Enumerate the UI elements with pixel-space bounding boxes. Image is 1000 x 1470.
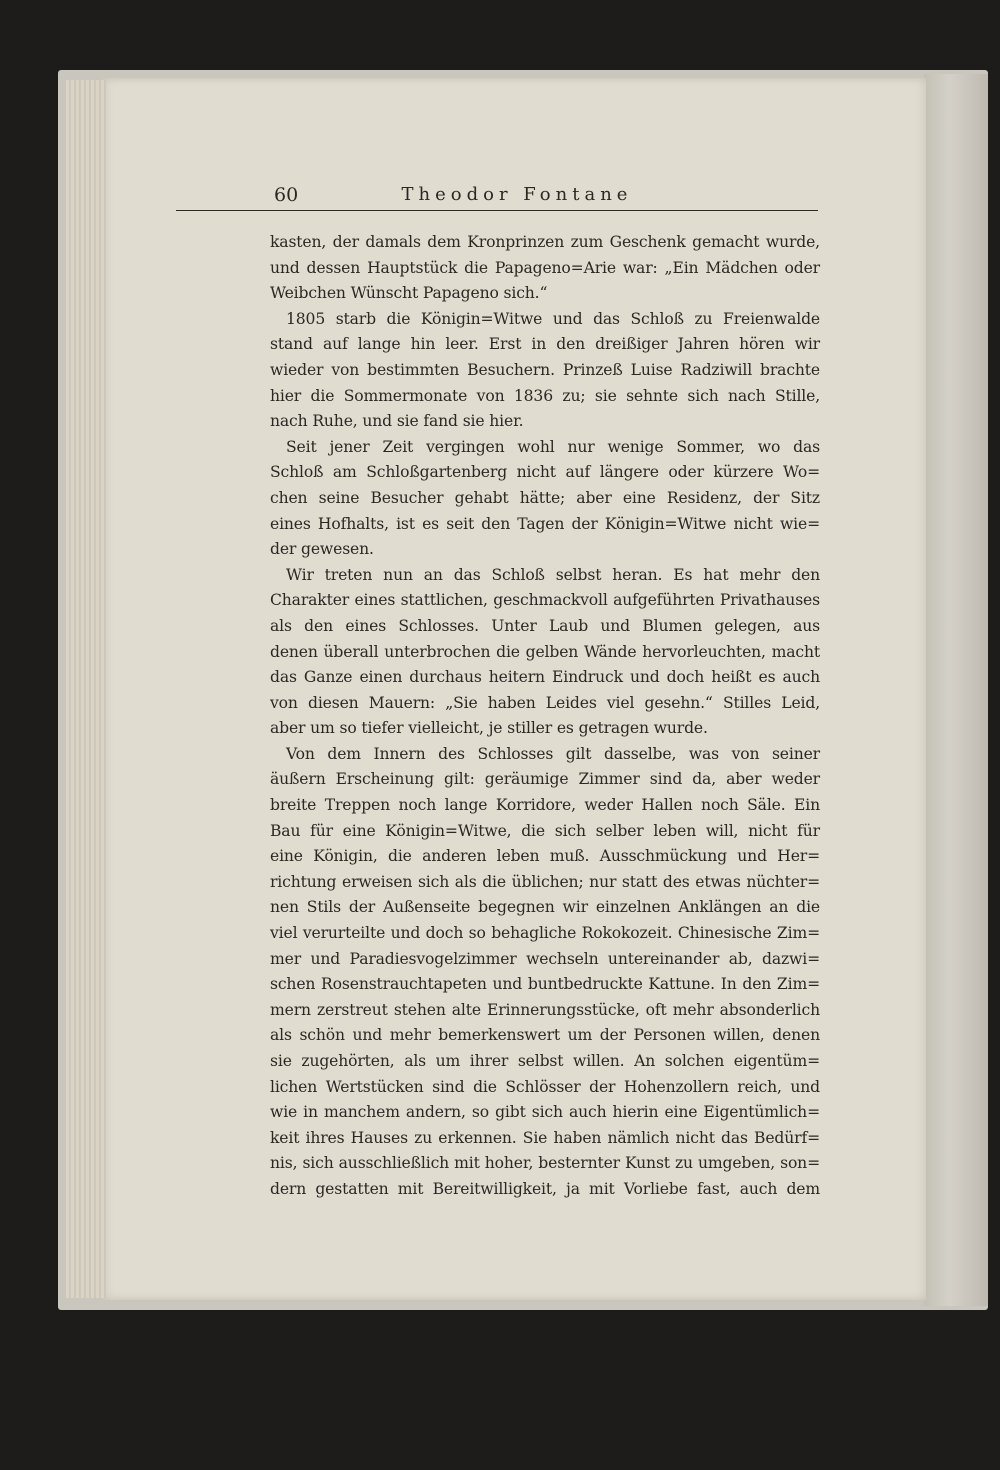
text-line: kasten, der damals dem Kronprinzen zum Geschenk gemacht wurde, [270,233,820,251]
text-line: schen Rosenstrauchtapeten und buntbedruckte Kattune. In den Zim= [270,975,820,994]
body-text [270,230,820,1203]
text-line: Von dem Innern des Schlosses gilt dasselbe, was von seiner [286,744,820,763]
text-line: wie in manchem andern, so gibt sich auch hierin eine Eigentümlich= [270,1103,820,1122]
text-line: denen überall unterbrochen die gelben Wände hervorleuchten, macht [270,642,820,661]
text-line: chen seine Besucher gehabt hätte; aber eine Residenz, der Sitz [270,488,820,507]
text-line: Weibchen Wünscht Papageno sich.“ [270,284,548,303]
running-head [176,182,818,211]
text-line: Charakter eines stattlichen, geschmackvoll aufgeführten Privathauses [270,591,820,610]
text-line: dern gestatten mit Bereitwilligkeit, ja mit Vorliebe fast, auch dem [270,1179,820,1198]
text-line: eines Hofhalts, ist es seit den Tagen der Königin=Witwe nicht wie= [270,514,820,533]
text-line: als schön und mehr bemerkenswert um der Personen willen, denen [270,1026,820,1045]
text-line: breite Treppen noch lange Korridore, weder Hallen noch Säle. Ein [270,796,820,815]
text-line: Schloß am Schloßgartenberg nicht auf längere oder kürzere Wo= [270,463,820,482]
text-line: mer und Paradiesvogelzimmer wechseln untereinander ab, dazwi= [270,949,820,968]
text-line: nis, sich ausschließlich mit hoher, besternter Kunst zu umgeben, son= [270,1154,820,1173]
text-line: Wir treten nun an das Schloß selbst heran. Es hat mehr den [286,565,820,584]
running-title: Theodor Fontane [401,184,633,205]
text-line: mern zerstreut stehen alte Erinnerungsstücke, oft mehr absonderlich [270,1000,820,1019]
text-line: sie zugehörten, als um ihrer selbst willen. An solchen eigentüm= [270,1052,820,1070]
text-line: äußern Erscheinung gilt: geräumige Zimmer sind da, aber weder [270,770,820,789]
text-line: nach Ruhe, und sie fand sie hier. [270,412,524,431]
text-line: 1805 starb die Königin=Witwe und das Schloß zu Freienwalde [286,309,820,328]
text-line: Seit jener Zeit vergingen wohl nur wenige Sommer, wo das [286,437,820,456]
text-line: Bau für eine Königin=Witwe, die sich selber leben will, nicht für [270,821,820,840]
text-line: viel verurteilte und doch so behagliche Rokokozeit. Chinesische Zim= [270,924,820,943]
text-line: stand auf lange hin leer. Erst in den dreißiger Jahren hören wir [270,335,820,354]
text-line: und dessen Hauptstück die Papageno=Arie war: „Ein Mädchen oder [270,258,820,277]
text-line: richtung erweisen sich als die üblichen; nur statt des etwas nüchter= [270,872,820,891]
text-line: der gewesen. [270,540,374,559]
page-stack-edges [66,80,106,1298]
text-line: wieder von bestimmten Besuchern. Prinzeß Luise Radziwill brachte [270,360,820,379]
text-line: als den eines Schlosses. Unter Laub und Blumen gelegen, aus [270,616,820,635]
text-line: hier die Sommermonate von 1836 zu; sie sehnte sich nach Stille, [270,386,820,405]
text-line: lichen Wertstücken sind die Schlösser der Hohenzollern reich, und [270,1077,820,1096]
text-line: von diesen Mauern: „Sie haben Leides viel gesehn.“ Stilles Leid, [270,693,820,712]
text-line: das Ganze einen durchaus heitern Eindruck und doch heißt es auch [270,668,820,687]
text-line: aber um so tiefer vielleicht, je stiller es getragen wurde. [270,719,708,738]
text-line: keit ihres Hauses zu erkennen. Sie haben nämlich nicht das Bedürf= [270,1128,820,1147]
text-line: eine Königin, die anderen leben muß. Ausschmückung und Her= [270,847,820,866]
text-line: nen Stils der Außenseite begegnen wir einzelnen Anklängen an die [270,898,820,917]
page-number: 60 [274,184,299,206]
book-fore-edge-binding [924,74,988,1306]
